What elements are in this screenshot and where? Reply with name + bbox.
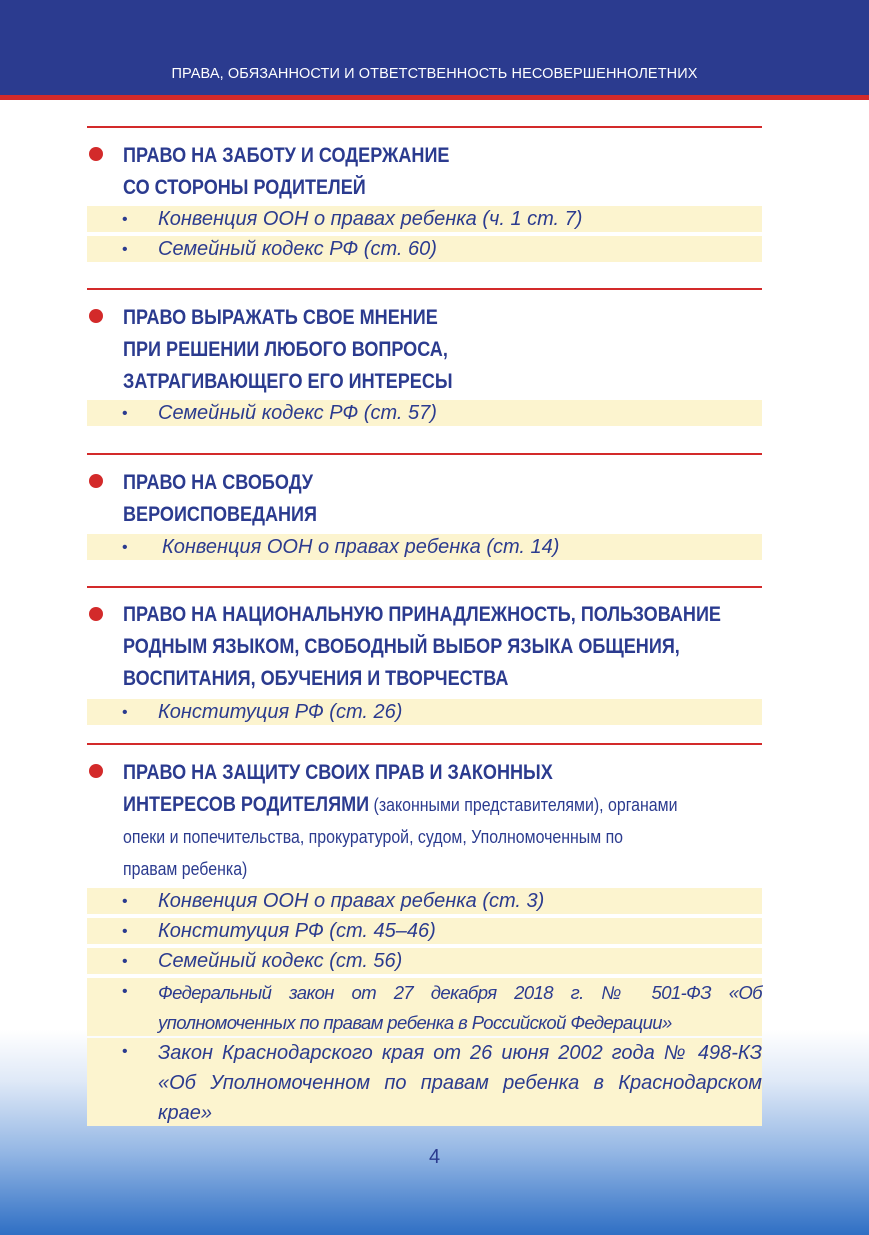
section-heading-line: РОДНЫМ ЯЗЫКОМ, СВОБОДНЫЙ ВЫБОР ЯЗЫКА ОБЩЕНИЯ, bbox=[123, 635, 680, 658]
section-bullet-icon bbox=[89, 607, 103, 621]
reference-text: Закон Краснодарского края от 26 июня 2002 года № 498-КЗ «Об Уполномоченном по правам ребенка в Краснодарском крае» bbox=[158, 1042, 762, 1124]
header-red-stripe bbox=[0, 95, 869, 100]
section-heading-line: ПРИ РЕШЕНИИ ЛЮБОГО ВОПРОСА, bbox=[123, 338, 448, 361]
section-heading-line: ЗАТРАГИВАЮЩЕГО ЕГО ИНТЕРЕСЫ bbox=[123, 370, 453, 393]
section-heading-line: опеки и попечительства, прокуратурой, судом, Уполномоченным по bbox=[123, 826, 624, 847]
section-heading-line: ПРАВО НА НАЦИОНАЛЬНУЮ ПРИНАДЛЕЖНОСТЬ, ПОЛЬЗОВАНИЕ bbox=[123, 603, 721, 626]
section-heading-line: правам ребенка) bbox=[123, 858, 248, 879]
section-divider bbox=[87, 126, 762, 128]
section-heading-line: ПРАВО ВЫРАЖАТЬ СВОЕ МНЕНИЕ bbox=[123, 306, 438, 329]
list-bullet-icon: • bbox=[122, 983, 128, 1000]
section-divider bbox=[87, 743, 762, 745]
reference-text: Семейный кодекс РФ (ст. 57) bbox=[158, 402, 437, 424]
list-bullet-icon: • bbox=[122, 539, 128, 556]
reference-text: Конвенция ООН о правах ребенка (ст. 3) bbox=[158, 890, 545, 912]
list-bullet-icon: • bbox=[122, 704, 128, 721]
reference-item bbox=[87, 206, 762, 232]
list-bullet-icon: • bbox=[122, 405, 128, 422]
reference-text: Конвенция ООН о правах ребенка (ст. 14) bbox=[162, 536, 560, 558]
reference-item bbox=[87, 699, 762, 725]
reference-item bbox=[87, 888, 762, 914]
section-bullet-icon bbox=[89, 474, 103, 488]
section-divider bbox=[87, 586, 762, 588]
reference-item bbox=[87, 1038, 762, 1126]
reference-item bbox=[87, 534, 762, 560]
section-bullet-icon bbox=[89, 309, 103, 323]
page-number: 4 bbox=[428, 1146, 441, 1168]
section-heading-line: ПРАВО НА ЗАЩИТУ СВОИХ ПРАВ И ЗАКОННЫХ bbox=[123, 761, 553, 784]
section-divider bbox=[87, 453, 762, 455]
list-bullet-icon: • bbox=[122, 923, 128, 940]
reference-item bbox=[87, 236, 762, 262]
section-bullet-icon bbox=[89, 764, 103, 778]
list-bullet-icon: • bbox=[122, 953, 128, 970]
section-divider bbox=[87, 288, 762, 290]
section-heading-line: ПРАВО НА СВОБОДУ bbox=[123, 471, 314, 494]
section-bullet-icon bbox=[89, 147, 103, 161]
section-heading-line: ВЕРОИСПОВЕДАНИЯ bbox=[123, 503, 317, 526]
reference-text: Конституция РФ (ст. 45–46) bbox=[158, 920, 436, 942]
section-heading-line: ПРАВО НА ЗАБОТУ И СОДЕРЖАНИЕ bbox=[123, 144, 450, 167]
reference-text: Конституция РФ (ст. 26) bbox=[158, 701, 403, 723]
reference-item bbox=[87, 978, 762, 1036]
reference-text: Семейный кодекс РФ (ст. 60) bbox=[158, 238, 437, 260]
list-bullet-icon: • bbox=[122, 893, 128, 910]
list-bullet-icon: • bbox=[122, 211, 128, 228]
reference-item bbox=[87, 918, 762, 944]
list-bullet-icon: • bbox=[122, 1043, 128, 1060]
section-heading-bold: ИНТЕРЕСОВ РОДИТЕЛЯМИ bbox=[123, 793, 370, 816]
list-bullet-icon: • bbox=[122, 241, 128, 258]
reference-text: Федеральный закон от 27 декабря 2018 г. № 501-ФЗ «Об уполномоченных по правам ребенка в Российской Федерации» bbox=[158, 982, 762, 1033]
section-heading-rest: (законными представителями), органами bbox=[369, 794, 678, 815]
section-heading-line bbox=[123, 789, 677, 821]
reference-item bbox=[87, 400, 762, 426]
section-heading-line: ВОСПИТАНИЯ, ОБУЧЕНИЯ И ТВОРЧЕСТВА bbox=[123, 667, 509, 690]
page-header-title: ПРАВА, ОБЯЗАННОСТИ И ОТВЕТСТВЕННОСТЬ НЕСОВЕРШЕННОЛЕТНИХ bbox=[171, 66, 698, 82]
reference-text: Семейный кодекс (ст. 56) bbox=[158, 950, 403, 972]
section-heading-line: СО СТОРОНЫ РОДИТЕЛЕЙ bbox=[123, 176, 366, 199]
reference-text: Конвенция ООН о правах ребенка (ч. 1 ст. 7) bbox=[158, 208, 583, 230]
reference-item bbox=[87, 948, 762, 974]
